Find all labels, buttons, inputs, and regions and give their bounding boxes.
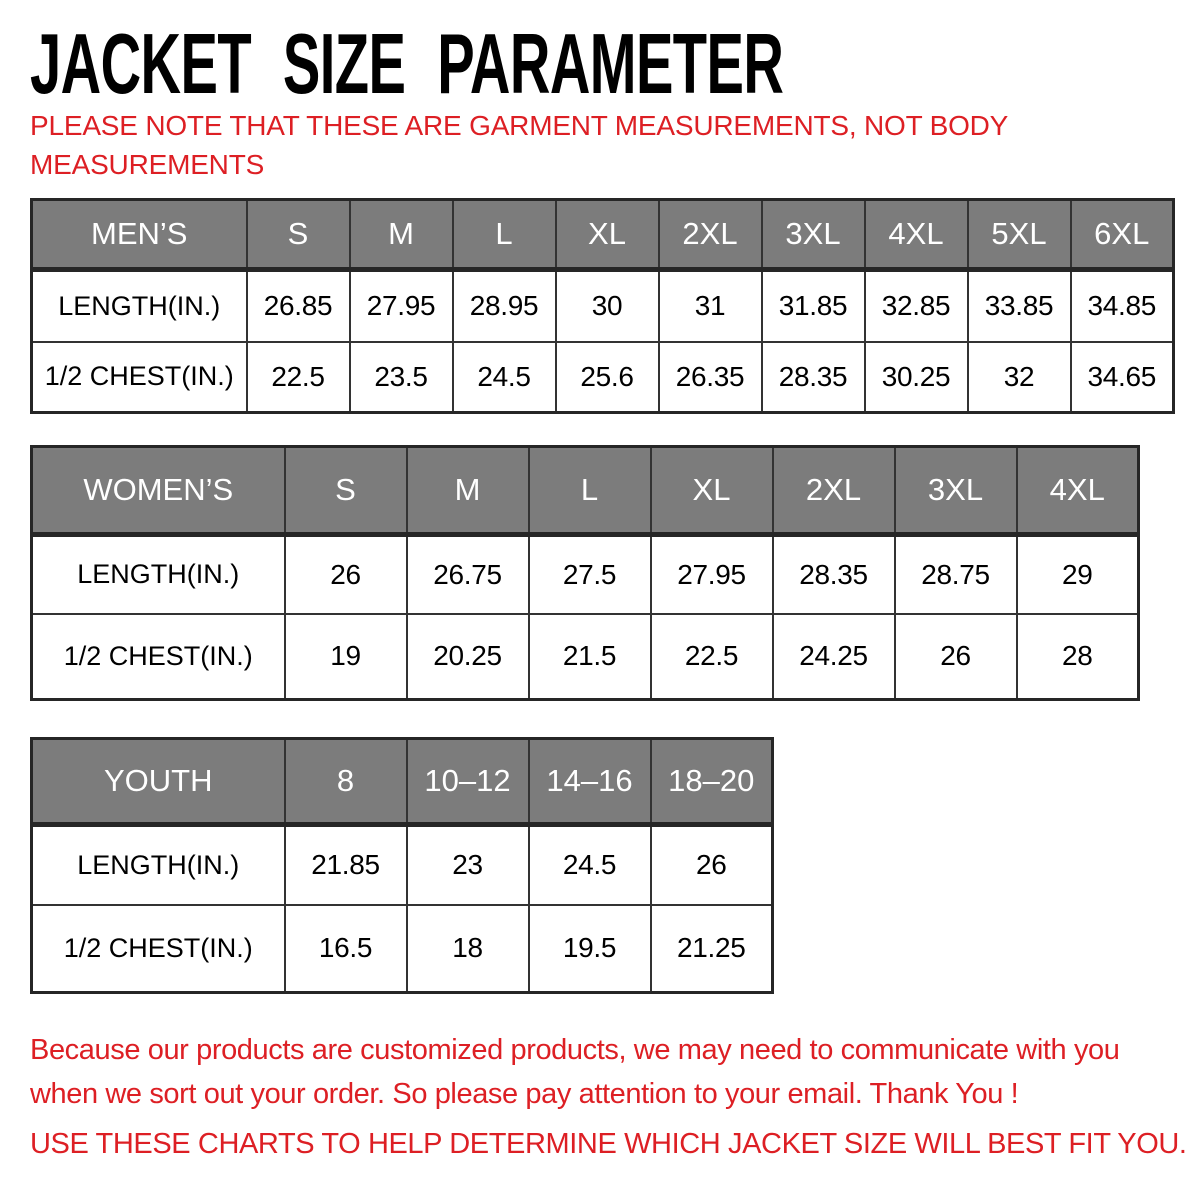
size-value-cell: 26.75: [407, 535, 529, 614]
size-value-cell: 34.65: [1071, 342, 1174, 413]
size-value-cell: 24.25: [773, 614, 895, 700]
size-value-cell: 22.5: [247, 342, 350, 413]
mens-size-header-cell: 3XL: [762, 200, 865, 270]
youth-title-cell: YOUTH: [32, 739, 285, 825]
size-value-cell: 19: [285, 614, 407, 700]
mens-size-header-cell: 2XL: [659, 200, 762, 270]
mens-size-header-cell: 5XL: [968, 200, 1071, 270]
mens-chest-row: [32, 342, 1174, 413]
size-value-cell: 32: [968, 342, 1071, 413]
youth-size-header-cell: 8: [285, 739, 407, 825]
size-value-cell: 22.5: [651, 614, 773, 700]
youth-length-row: [32, 825, 773, 905]
womens-size-table: [30, 445, 1140, 701]
youth-header-row: [32, 739, 773, 825]
chart-usage-note: USE THESE CHARTS TO HELP DETERMINE WHICH JACKET SIZE WILL BEST FIT YOU.: [30, 1128, 1187, 1160]
size-value-cell: 21.85: [285, 825, 407, 905]
mens-size-header-cell: S: [247, 200, 350, 270]
size-value-cell: 34.85: [1071, 270, 1174, 342]
womens-size-header-cell: 3XL: [895, 447, 1017, 535]
womens-table-container: [30, 445, 1140, 701]
mens-size-header-cell: L: [453, 200, 556, 270]
size-value-cell: 24.5: [453, 342, 556, 413]
size-value-cell: 26.35: [659, 342, 762, 413]
youth-size-header-cell: 10–12: [407, 739, 529, 825]
youth-size-header-cell: 14–16: [529, 739, 651, 825]
row-label: 1/2 CHEST(IN.): [32, 905, 285, 993]
size-value-cell: 28.35: [762, 342, 865, 413]
womens-size-header-cell: S: [285, 447, 407, 535]
row-label: LENGTH(IN.): [32, 270, 247, 342]
row-label: LENGTH(IN.): [32, 535, 285, 614]
size-value-cell: 30: [556, 270, 659, 342]
size-value-cell: 26: [285, 535, 407, 614]
mens-size-header-cell: XL: [556, 200, 659, 270]
mens-size-table: [30, 198, 1175, 414]
size-value-cell: 33.85: [968, 270, 1071, 342]
womens-size-header-cell: XL: [651, 447, 773, 535]
youth-chest-row: [32, 905, 773, 993]
womens-size-header-cell: 4XL: [1017, 447, 1139, 535]
size-value-cell: 31: [659, 270, 762, 342]
size-value-cell: 28: [1017, 614, 1139, 700]
size-value-cell: 21.25: [651, 905, 773, 993]
row-label: 1/2 CHEST(IN.): [32, 614, 285, 700]
size-value-cell: 26: [895, 614, 1017, 700]
size-value-cell: 21.5: [529, 614, 651, 700]
mens-size-header-cell: M: [350, 200, 453, 270]
youth-size-header-cell: 18–20: [651, 739, 773, 825]
size-value-cell: 27.95: [651, 535, 773, 614]
size-value-cell: 27.5: [529, 535, 651, 614]
size-value-cell: 19.5: [529, 905, 651, 993]
mens-header-row: [32, 200, 1174, 270]
youth-table-container: [30, 737, 774, 994]
size-value-cell: 32.85: [865, 270, 968, 342]
row-label: LENGTH(IN.): [32, 825, 285, 905]
size-value-cell: 28.95: [453, 270, 556, 342]
size-value-cell: 26: [651, 825, 773, 905]
mens-length-row: [32, 270, 1174, 342]
youth-size-table: [30, 737, 774, 994]
womens-size-header-cell: 2XL: [773, 447, 895, 535]
womens-header-row: [32, 447, 1139, 535]
size-value-cell: 18: [407, 905, 529, 993]
customization-notice-line-2: when we sort out your order. So please pay attention to your email. Thank You !: [30, 1078, 1019, 1110]
garment-measurement-note: [30, 106, 1008, 184]
size-value-cell: 23: [407, 825, 529, 905]
mens-size-header-cell: 6XL: [1071, 200, 1174, 270]
page-title: JACKET SIZE PARAMETER: [30, 17, 784, 112]
customization-notice-line-1: Because our products are customized products, we may need to communicate with you: [30, 1034, 1120, 1066]
womens-size-header-cell: M: [407, 447, 529, 535]
size-value-cell: 16.5: [285, 905, 407, 993]
womens-chest-row: [32, 614, 1139, 700]
size-value-cell: 31.85: [762, 270, 865, 342]
row-label: 1/2 CHEST(IN.): [32, 342, 247, 413]
size-value-cell: 28.75: [895, 535, 1017, 614]
size-value-cell: 20.25: [407, 614, 529, 700]
womens-title-cell: WOMEN’S: [32, 447, 285, 535]
note-line-1: PLEASE NOTE THAT THESE ARE GARMENT MEASUREMENTS, NOT BODY: [30, 110, 1009, 141]
mens-table-container: [30, 198, 1175, 414]
note-line-2: MEASUREMENTS: [30, 149, 265, 180]
size-value-cell: 26.85: [247, 270, 350, 342]
mens-size-header-cell: 4XL: [865, 200, 968, 270]
customization-notice: [30, 1028, 1120, 1116]
size-value-cell: 30.25: [865, 342, 968, 413]
size-value-cell: 29: [1017, 535, 1139, 614]
size-value-cell: 24.5: [529, 825, 651, 905]
mens-title-cell: MEN’S: [32, 200, 247, 270]
size-value-cell: 25.6: [556, 342, 659, 413]
womens-length-row: [32, 535, 1139, 614]
size-value-cell: 27.95: [350, 270, 453, 342]
size-value-cell: 23.5: [350, 342, 453, 413]
size-value-cell: 28.35: [773, 535, 895, 614]
womens-size-header-cell: L: [529, 447, 651, 535]
